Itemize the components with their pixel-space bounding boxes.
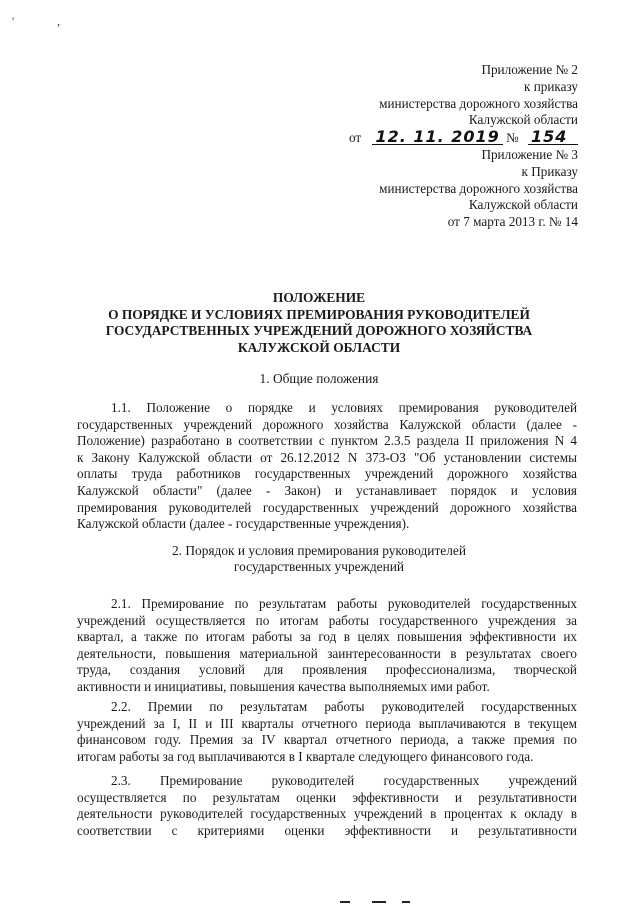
paragraph-line: 1.1. Положение о порядке и условиях премирования руководителей bbox=[111, 400, 577, 415]
paragraph-line: активности и инициативы, повышения качества выполняемых ими работ. bbox=[77, 678, 490, 694]
paragraph-line: премирования руководителей государственных учреждений дорожного хозяйства bbox=[77, 499, 577, 515]
title-line-2: О ПОРЯДКЕ И УСЛОВИЯХ ПРЕМИРОВАНИЯ РУКОВОДИТЕЛЕЙ bbox=[108, 306, 530, 322]
paragraph-line: квартал, а также по итогам работы за год в целях повышения эффективности их bbox=[77, 629, 577, 645]
number-label: № bbox=[506, 130, 519, 146]
region-label-2: Калужской области bbox=[468, 197, 578, 213]
appendix-2-label: Приложение № 2 bbox=[481, 62, 578, 77]
paragraph-line: 2.3. Премирование руководителей государственных учреждений bbox=[111, 773, 577, 788]
to-order-label: к приказу bbox=[524, 78, 578, 94]
paragraph-2-2 bbox=[77, 699, 577, 765]
paragraph-line: труда, создания условий для проявления профессионализма, творческой bbox=[77, 662, 577, 678]
title-line-4: КАЛУЖСКОЙ ОБЛАСТИ bbox=[237, 339, 401, 355]
appendix-3-label: Приложение № 3 bbox=[481, 146, 578, 162]
ministry-label-2: министерства дорожного хозяйства bbox=[379, 180, 578, 196]
paragraph-2-3 bbox=[77, 773, 577, 839]
ministry-label: министерства дорожного хозяйства bbox=[379, 95, 578, 111]
paragraph-2-1 bbox=[77, 596, 577, 696]
paragraph-line: итогам работы за год выплачиваются в I квартале следующего финансового года. bbox=[77, 748, 534, 764]
region-label: Калужской области bbox=[468, 112, 578, 128]
order-date-number-line bbox=[349, 129, 578, 147]
title-line-3: ГОСУДАРСТВЕННЫХ УЧРЕЖДЕНИЙ ДОРОЖНОГО ХОЗЯЙСТВА bbox=[105, 323, 533, 339]
title-line-1: ПОЛОЖЕНИЕ bbox=[272, 290, 366, 305]
paragraph-line: 2.2. Премии по результатам работы руководителей государственных bbox=[111, 699, 577, 714]
handwritten-date: 12. 11. 2019 bbox=[372, 129, 502, 145]
from-label: от bbox=[348, 130, 362, 146]
paragraph-line: соответствии с критериями оценки эффективности и результативности bbox=[77, 822, 577, 838]
appendix-header bbox=[349, 62, 578, 231]
paragraph-line: государственных учреждений дорожного хозяйства Калужской области (далее - bbox=[77, 416, 577, 432]
paragraph-line: деятельности, повышения материальной заинтересованности в результатах своего bbox=[77, 645, 577, 661]
paragraph-line: к Закону Калужской области от 26.12.2012 N 373-ОЗ "Об установлении системы bbox=[77, 449, 577, 465]
section-2-heading-line-2: государственных учреждений bbox=[233, 559, 405, 575]
to-order-label-2: к Приказу bbox=[521, 163, 578, 179]
paragraph-line: осуществляется по результатам оценки эффективности и результативности bbox=[77, 789, 577, 805]
paragraph-line: учреждений за I, II и III кварталы отчетного периода выплачиваются в текущем bbox=[77, 715, 577, 731]
paragraph-line: Калужской области (далее - государственные учреждения). bbox=[77, 516, 410, 532]
handwritten-number: 154 bbox=[528, 129, 578, 145]
paragraph-line: Калужской области" (далее - Закон) и устанавливает порядок и условия bbox=[77, 482, 577, 498]
section-2-heading-line-1: 2. Порядок и условия премирования руководителей bbox=[171, 543, 467, 558]
section-1-heading: 1. Общие положения bbox=[259, 371, 379, 386]
scan-artifact-marks: ' , bbox=[12, 14, 81, 28]
scan-bottom-edge-marks bbox=[0, 899, 632, 905]
paragraph-line: оплаты труда работников государственных учреждений дорожного хозяйства bbox=[77, 466, 577, 482]
original-order-date: от 7 марта 2013 г. № 14 bbox=[447, 214, 578, 230]
paragraph-1-1 bbox=[77, 400, 577, 533]
document-title bbox=[60, 290, 578, 356]
paragraph-line: финансовом году. Премия за IV квартал отчетного периода, а также премия по bbox=[77, 732, 577, 748]
paragraph-line: деятельности руководителей государственных учреждений в процентах к окладу в bbox=[77, 806, 577, 822]
paragraph-line: учреждений осуществляется по итогам работы государственного учреждения за bbox=[77, 612, 577, 628]
paragraph-line: Положение) разработано в соответствии с пунктом 2.3.5 раздела II приложения N 4 bbox=[77, 433, 577, 449]
paragraph-line: 2.1. Премирование по результатам работы руководителей государственных bbox=[111, 596, 577, 611]
section-2-heading bbox=[60, 543, 578, 576]
